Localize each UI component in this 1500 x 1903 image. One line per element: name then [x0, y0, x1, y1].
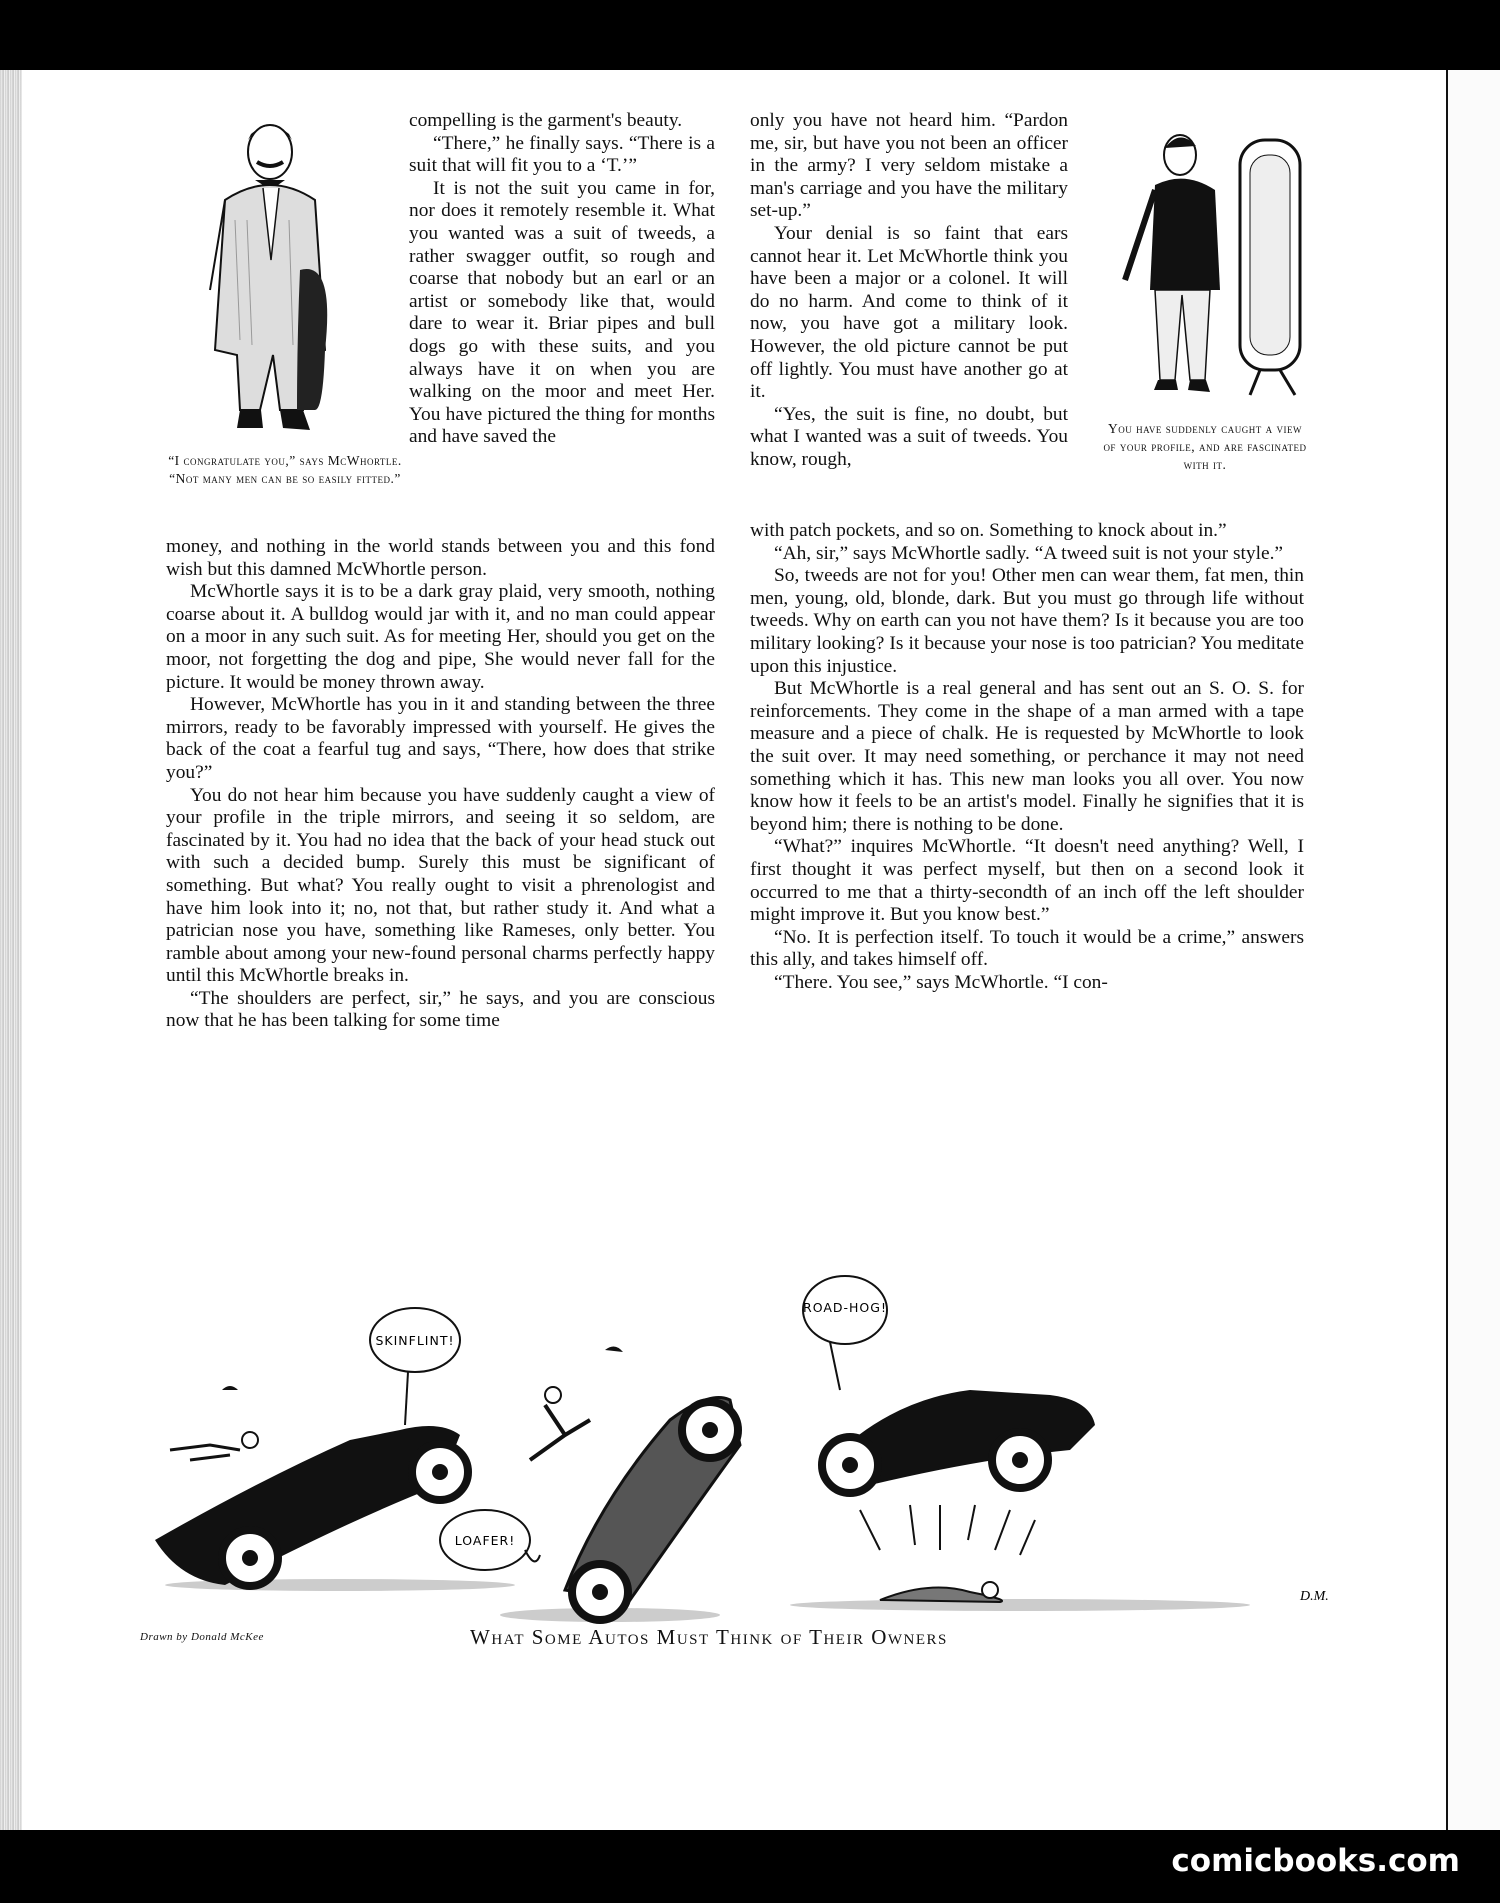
bubble-loafer: LOAFER!: [454, 1533, 516, 1548]
paragraph: McWhortle says it is to be a dark gray plaid, very smooth, nothing coarse about it. A bulldog would jar with it, and no man could appear on a moor in any such suit. As for meeting Her, should you get on the moor, not forgetting the dog and pipe, She would never fall for the picture. It would be money thrown away.: [166, 581, 715, 693]
paragraph: “Yes, the suit is fine, no doubt, but what I wanted was a suit of tweeds. You know, rough,: [750, 403, 1068, 470]
tailor-illustration: [185, 110, 405, 450]
caption-left: “I congratulate you,” says McWhortle. “Not many men can be so easily fitted.”: [168, 453, 402, 486]
paragraph: Your denial is so faint that ears cannot hear it. Let McWhortle think you have been a major or a colonel. It will do no harm. And come to think of it now, you have got a military look. However, the old picture cannot be put off lightly. You must have another go at it.: [750, 222, 1068, 403]
paragraph: “There,” he finally says. “There is a suit that will fit you to a ‘T.’”: [409, 132, 715, 177]
paragraph: with patch pockets, and so on. Something to knock about in.”: [750, 520, 1227, 541]
column-1-bottom: [166, 536, 715, 1033]
page-left-edge: [0, 70, 22, 1830]
paragraph: “The shoulders are perfect, sir,” he says, and you are conscious now that he has been talking for some time: [166, 987, 715, 1032]
artist-signature: D.M.: [1300, 1589, 1329, 1604]
site-watermark: comicbooks.com: [1171, 1843, 1460, 1879]
paragraph: “No. It is perfection itself. To touch it would be a crime,” answers this ally, and takes himself off.: [750, 926, 1304, 971]
bubble-skinflint: SKINFLINT!: [375, 1333, 455, 1348]
autos-cartoon: [150, 1250, 1380, 1625]
artist-credit: Drawn by Donald McKee: [140, 1631, 264, 1643]
paragraph: “Ah, sir,” says McWhortle sadly. “A tweed suit is not your style.”: [774, 542, 1284, 564]
caption-right: You have suddenly caught a view of your profile, and are fascinated with it.: [1103, 421, 1307, 472]
car-loafer-icon: [440, 1346, 740, 1622]
paragraph: But McWhortle is a real general and has sent out an S. O. S. for reinforcements. They come in the shape of a man armed with a tape measure and a piece of chalk. He is requested by McWhortle to look the suit over. It may need something, or perchance it may not need something which it has. This new man looks you all over. You now know how it feels to be an artist's model. Finally he signifies that it is beyond him; there is nothing to be done.: [750, 678, 1304, 835]
column-2-bottom: [750, 520, 1304, 994]
cartoon-title: What Some Autos Must Think of Their Owners: [470, 1625, 948, 1649]
paragraph: compelling is the garment's beauty.: [409, 110, 683, 131]
paragraph: “What?” inquires McWhortle. “It doesn't need anything? Well, I first thought it was perfect myself, but then on a second look it occurred to me that a thirty-secondth of an inch off the left shoulder might improve it. But you know best.”: [750, 836, 1304, 926]
column-1-top: [409, 110, 715, 449]
paragraph: money, and nothing in the world stands between you and this fond wish but this damned McWhortle person.: [166, 536, 715, 580]
next-page-edge: [1446, 70, 1500, 1830]
car-road-hog-icon: [790, 1276, 1329, 1611]
paragraph: only you have not heard him. “Pardon me, sir, but have you not been an officer in the army? I very seldom mistake a man's carriage and you have the military set-up.”: [750, 110, 1068, 222]
paragraph: However, McWhortle has you in it and standing between the three mirrors, ready to be favorably impressed with yourself. He gives the back of the coat a fearful tug and says, “There, how does that strike you?”: [166, 694, 715, 783]
mirror-illustration: [1110, 110, 1320, 410]
paragraph: So, tweeds are not for you! Other men can wear them, fat men, thin men, young, old, blonde, dark. But you must go through life without tweeds. Why on earth can you not have them? Is it because you are too military looking? Is it because your nose is too patrician? You meditate upon this injustice.: [750, 565, 1304, 677]
column-2-top: [750, 110, 1068, 472]
bubble-road-hog: ROAD-HOG!: [803, 1300, 887, 1315]
paragraph: It is not the suit you came in for, nor does it remotely resemble it. What you wanted was a suit of tweeds, a rather swagger outfit, so rough and coarse that nobody but an earl or an artist or somebody like that, would dare to wear it. Briar pipes and bull dogs go with these suits, and you always have it on when you are walking on the moor and meet Her. You have pictured the thing for months and have saved the: [409, 177, 715, 448]
paragraph: You do not hear him because you have suddenly caught a view of your profile in the triple mirrors, and seeing it so seldom, are fascinated by it. You had no idea that the back of your head stuck out with such a decided bump. Surely this must be significant of something. But what? You really ought to visit a phrenologist and have him look into it; no, not that, but rather study it. And what a patrician nose you have, something like Rameses, only better. You ramble about among your new-found personal charms perfectly happy until this McWhortle breaks in.: [166, 784, 715, 987]
paragraph: “There. You see,” says McWhortle. “I con-: [774, 971, 1108, 993]
